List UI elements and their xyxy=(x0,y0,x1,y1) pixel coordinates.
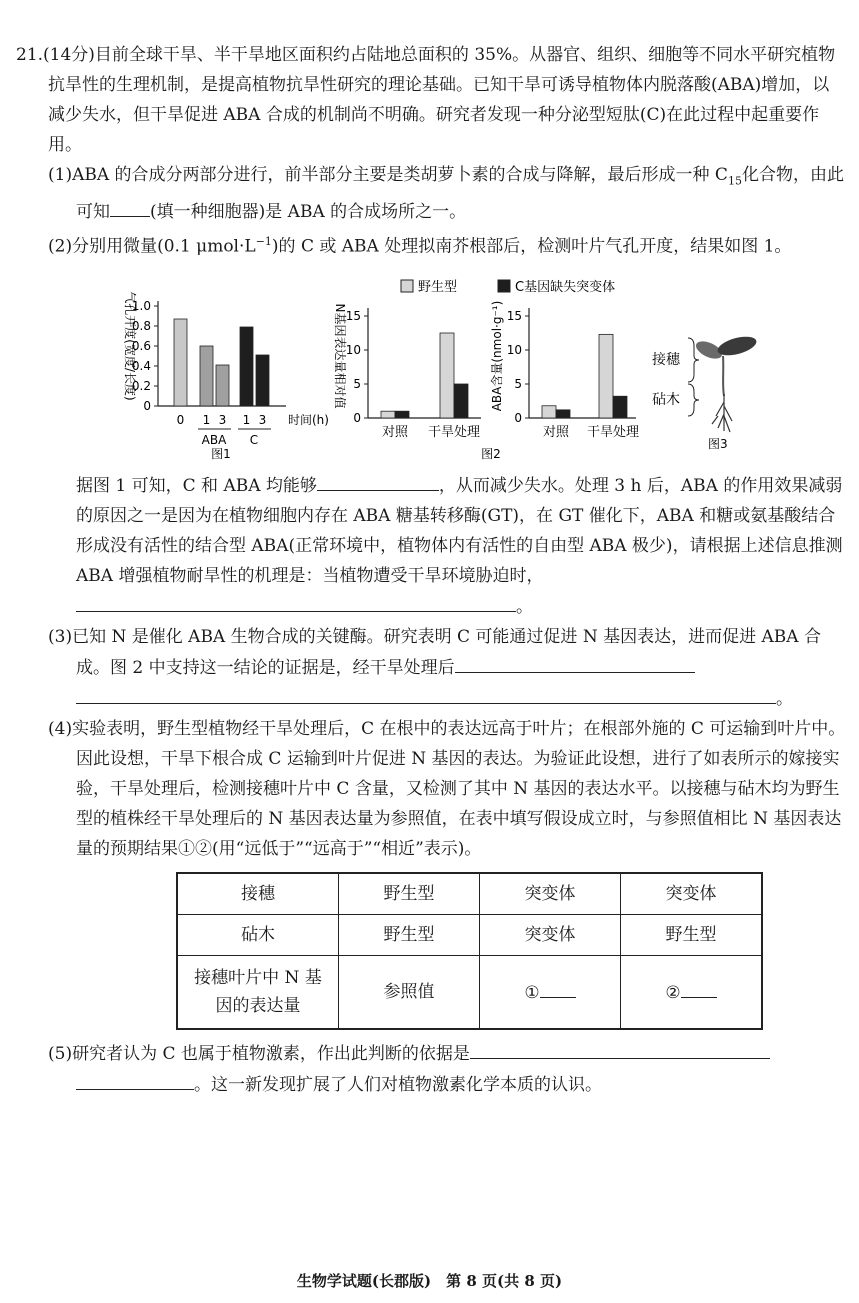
table-row xyxy=(177,873,762,915)
table-cell: 砧木 xyxy=(177,915,339,956)
subquestion-2-analysis xyxy=(16,470,846,622)
question-21 xyxy=(16,40,846,1100)
chart-x-tick-label: 干旱处理 xyxy=(427,425,481,441)
figure-1-x-axis-label: 时间(h) xyxy=(288,413,329,428)
figure-1-x-tick-label: 1 xyxy=(242,413,251,428)
table-cell: 野生型 xyxy=(621,915,763,956)
table-cell: 参照值 xyxy=(339,956,480,1030)
figure-3-seedling xyxy=(652,333,758,451)
figure-1-y-tick-label: 0.8 xyxy=(131,319,151,334)
chart-bar xyxy=(395,411,409,418)
chart-bar xyxy=(381,411,395,418)
answer-blank-4b[interactable] xyxy=(681,977,717,998)
answer-blank-3a[interactable] xyxy=(455,652,695,673)
figures-legend xyxy=(401,279,615,295)
chart-y-tick-label: 0 xyxy=(353,411,361,426)
chart-y-tick-label: 0 xyxy=(514,411,522,426)
subquestion-2-text-b: )的 C 或 ABA 处理拟南芥根部后，检测叶片气孔开度，结果如图 1。 xyxy=(271,237,792,258)
subquestion-1-text-a: (1)ABA 的合成分两部分进行，前半部分主要是类胡萝卜素的合成与降解，最后形成一种 C xyxy=(48,165,728,185)
chart-x-tick-label: 干旱处理 xyxy=(586,425,640,441)
table-cell-answer-1 xyxy=(480,956,621,1030)
figure-1-bar xyxy=(200,346,213,406)
figure-1-title: 图1 xyxy=(211,447,231,462)
figure-2 xyxy=(333,304,501,461)
subquestion-2-text-a: (2)分别用微量(0.1 μmol·L xyxy=(48,237,256,258)
figure-1-y-axis-label: 气孔开度(宽度/长度) xyxy=(123,291,137,401)
chart-y-tick-label: 5 xyxy=(353,377,361,392)
chart-y-tick-label: 10 xyxy=(506,343,522,358)
legend-swatch-mutant xyxy=(498,280,510,292)
subquestion-2-text-c: 据图 1 可知，C 和 ABA 均能够 xyxy=(76,476,317,497)
figure-3-rootstock-label: 砧木 xyxy=(652,392,680,409)
chart-y-tick-label: 10 xyxy=(345,343,361,358)
table-row xyxy=(177,956,762,1030)
figure-1-bar xyxy=(240,327,253,406)
figure-1-group-label: C xyxy=(249,433,259,448)
question-intro: 21.(14分)目前全球干旱、半干旱地区面积约占陆地总面积的 35%。从器官、组织、细胞等不同水平研究植物抗旱性的生理机制，是提高植物抗旱性研究的理论基础。已知干旱可诱导植物体内脱落酸(ABA)增加，以减少失水，但干旱促进 ABA 合成的机制尚不明确。研究者发现一种分泌型短肽(C)在此过程中起重要作用。 xyxy=(16,45,836,155)
chart-bar xyxy=(613,396,627,418)
answer-marker-2: ② xyxy=(665,983,681,1004)
figure-1-bar xyxy=(256,355,269,406)
table-row xyxy=(177,915,762,956)
figure-3-rootstock-brace xyxy=(688,384,699,416)
figures-svg xyxy=(96,266,856,466)
figure-1-y-tick-label: 0.6 xyxy=(131,339,151,354)
figure-3-stem xyxy=(723,356,724,396)
subquestion-3-end: 。 xyxy=(776,689,793,710)
figure-1-y-tick-label: 1.0 xyxy=(131,299,151,314)
figure-1 xyxy=(123,291,329,461)
subquestion-1-text-b: 化合物，由此可知 xyxy=(76,165,844,223)
answer-blank-2b[interactable] xyxy=(76,591,516,612)
subquestion-5-text-a: (5)研究者认为 C 也属于植物激素，作出此判断的依据是 xyxy=(48,1044,470,1065)
subquestion-1-text-c: (填一种细胞器)是 ABA 的合成场所之一。 xyxy=(150,202,467,223)
answer-blank-2a[interactable] xyxy=(317,470,439,491)
legend-label-mutant: C基因缺失突变体 xyxy=(515,280,616,296)
subquestion-4: (4)实验表明，野生型植物经干旱处理后，C 在根中的表达远高于叶片；在根部外施的 C 可运输到叶片中。因此设想，干旱下根合成 C 运输到叶片促进 N 基因的表达。为验证此设想，进行了如表所示的嫁接实验，干旱处理后，检测接穗叶片中 C 含量，又检测了其中 N 基因的表达水平。以接穗与砧木均为野生型的植株经干旱处理后的 N 基因表达量为参照值，在表中填写假设成立时，与参照值相比 N 基因表达量的预期结果①②(用“远低于”“远高于”“相近”表示)。 xyxy=(48,719,846,860)
figure-1-x-tick-label: 3 xyxy=(258,413,267,428)
answer-blank-4a[interactable] xyxy=(540,977,576,998)
chart-y-tick-label: 15 xyxy=(506,309,522,324)
figure-3-scion-label: 接穗 xyxy=(652,352,680,369)
figure-1-bar xyxy=(216,365,229,406)
subquestion-5 xyxy=(16,1038,846,1100)
table-cell: 接穗叶片中 N 基因的表达量 xyxy=(177,956,339,1030)
grafting-table xyxy=(176,872,763,1030)
subquestion-1-subscript: 15 xyxy=(727,174,742,188)
subquestion-2 xyxy=(16,227,846,262)
figure-1-y-tick-label: 0 xyxy=(143,399,151,414)
table-cell: 突变体 xyxy=(480,915,621,956)
figure-3-title: 图3 xyxy=(708,437,728,452)
legend-swatch-wild xyxy=(401,280,413,292)
chart-bar xyxy=(440,333,454,418)
subquestion-3-text: (3)已知 N 是催化 ABA 生物合成的关键酶。研究表明 C 可能通过促进 N 基因表达，进而促进 ABA 合成。图 2 中支持这一结论的证据是，经干旱处理后 xyxy=(48,627,821,679)
table-cell-answer-2 xyxy=(621,956,763,1030)
chart-bar xyxy=(542,406,556,418)
figure-1-group-label: ABA xyxy=(201,433,227,448)
table-cell: 突变体 xyxy=(480,873,621,915)
answer-blank-3b[interactable] xyxy=(76,683,776,704)
chart-y-tick-label: 5 xyxy=(514,377,522,392)
table-cell: 突变体 xyxy=(621,873,763,915)
answer-blank-5a[interactable] xyxy=(470,1038,770,1059)
figure-2-y-axis-label: N基因表达量相对值 xyxy=(333,303,347,409)
figure-3-roots xyxy=(712,394,732,432)
figure-1-x-tick-label: 3 xyxy=(218,413,227,428)
figure-1-y-tick-label: 0.4 xyxy=(131,359,151,374)
legend-label-wild: 野生型 xyxy=(418,280,458,296)
chart-bar xyxy=(599,334,613,418)
figure-2-aba xyxy=(490,301,639,440)
subquestion-2-text-d: ，从而减少失水。处理 3 h 后，ABA 的作用效果减弱的原因之一是因为在植物细胞内存在 ABA 糖基转移酶(GT)，在 GT 催化下，ABA 和糖或氨基酸结合形成没有活性的结合型 ABA(正常环境中，植物体内有活性的自由型 ABA 极少)，请根据上述信息推测 ABA 增强植物耐旱性的机理是：当植物遭受干旱环境胁迫时， xyxy=(76,476,843,587)
chart-y-tick-label: 15 xyxy=(345,309,361,324)
figure-2-title: 图2 xyxy=(481,447,501,462)
figures-row xyxy=(16,266,846,466)
subquestion-2-end: 。 xyxy=(516,597,533,618)
answer-blank-1[interactable] xyxy=(110,196,150,217)
table-cell: 野生型 xyxy=(339,915,480,956)
figure-1-x-tick-label: 1 xyxy=(202,413,211,428)
figure-1-y-tick-label: 0.2 xyxy=(131,379,151,394)
subquestion-3 xyxy=(16,622,846,714)
answer-blank-5b[interactable] xyxy=(76,1069,194,1090)
table-cell: 接穗 xyxy=(177,873,339,915)
figure-3-right-cotyledon xyxy=(716,333,759,359)
answer-marker-1: ① xyxy=(524,983,540,1004)
subquestion-5-text-b: 。这一新发现扩展了人们对植物激素化学本质的认识。 xyxy=(194,1075,602,1096)
subquestion-1 xyxy=(16,160,846,227)
chart-x-tick-label: 对照 xyxy=(542,425,570,441)
chart-bar xyxy=(556,410,570,418)
figure-1-x-tick-label: 0 xyxy=(176,413,185,428)
chart-x-tick-label: 对照 xyxy=(381,425,409,441)
figure-2-aba-y-axis-label: ABA含量(nmol·g⁻¹) xyxy=(490,300,504,412)
page-footer: 生物学试题(长郡版) 第 8 页(共 8 页) xyxy=(296,1272,563,1290)
subquestion-2-superscript: −1 xyxy=(255,235,272,249)
figure-1-bar xyxy=(174,319,187,406)
chart-bar xyxy=(454,384,468,418)
table-cell: 野生型 xyxy=(339,873,480,915)
